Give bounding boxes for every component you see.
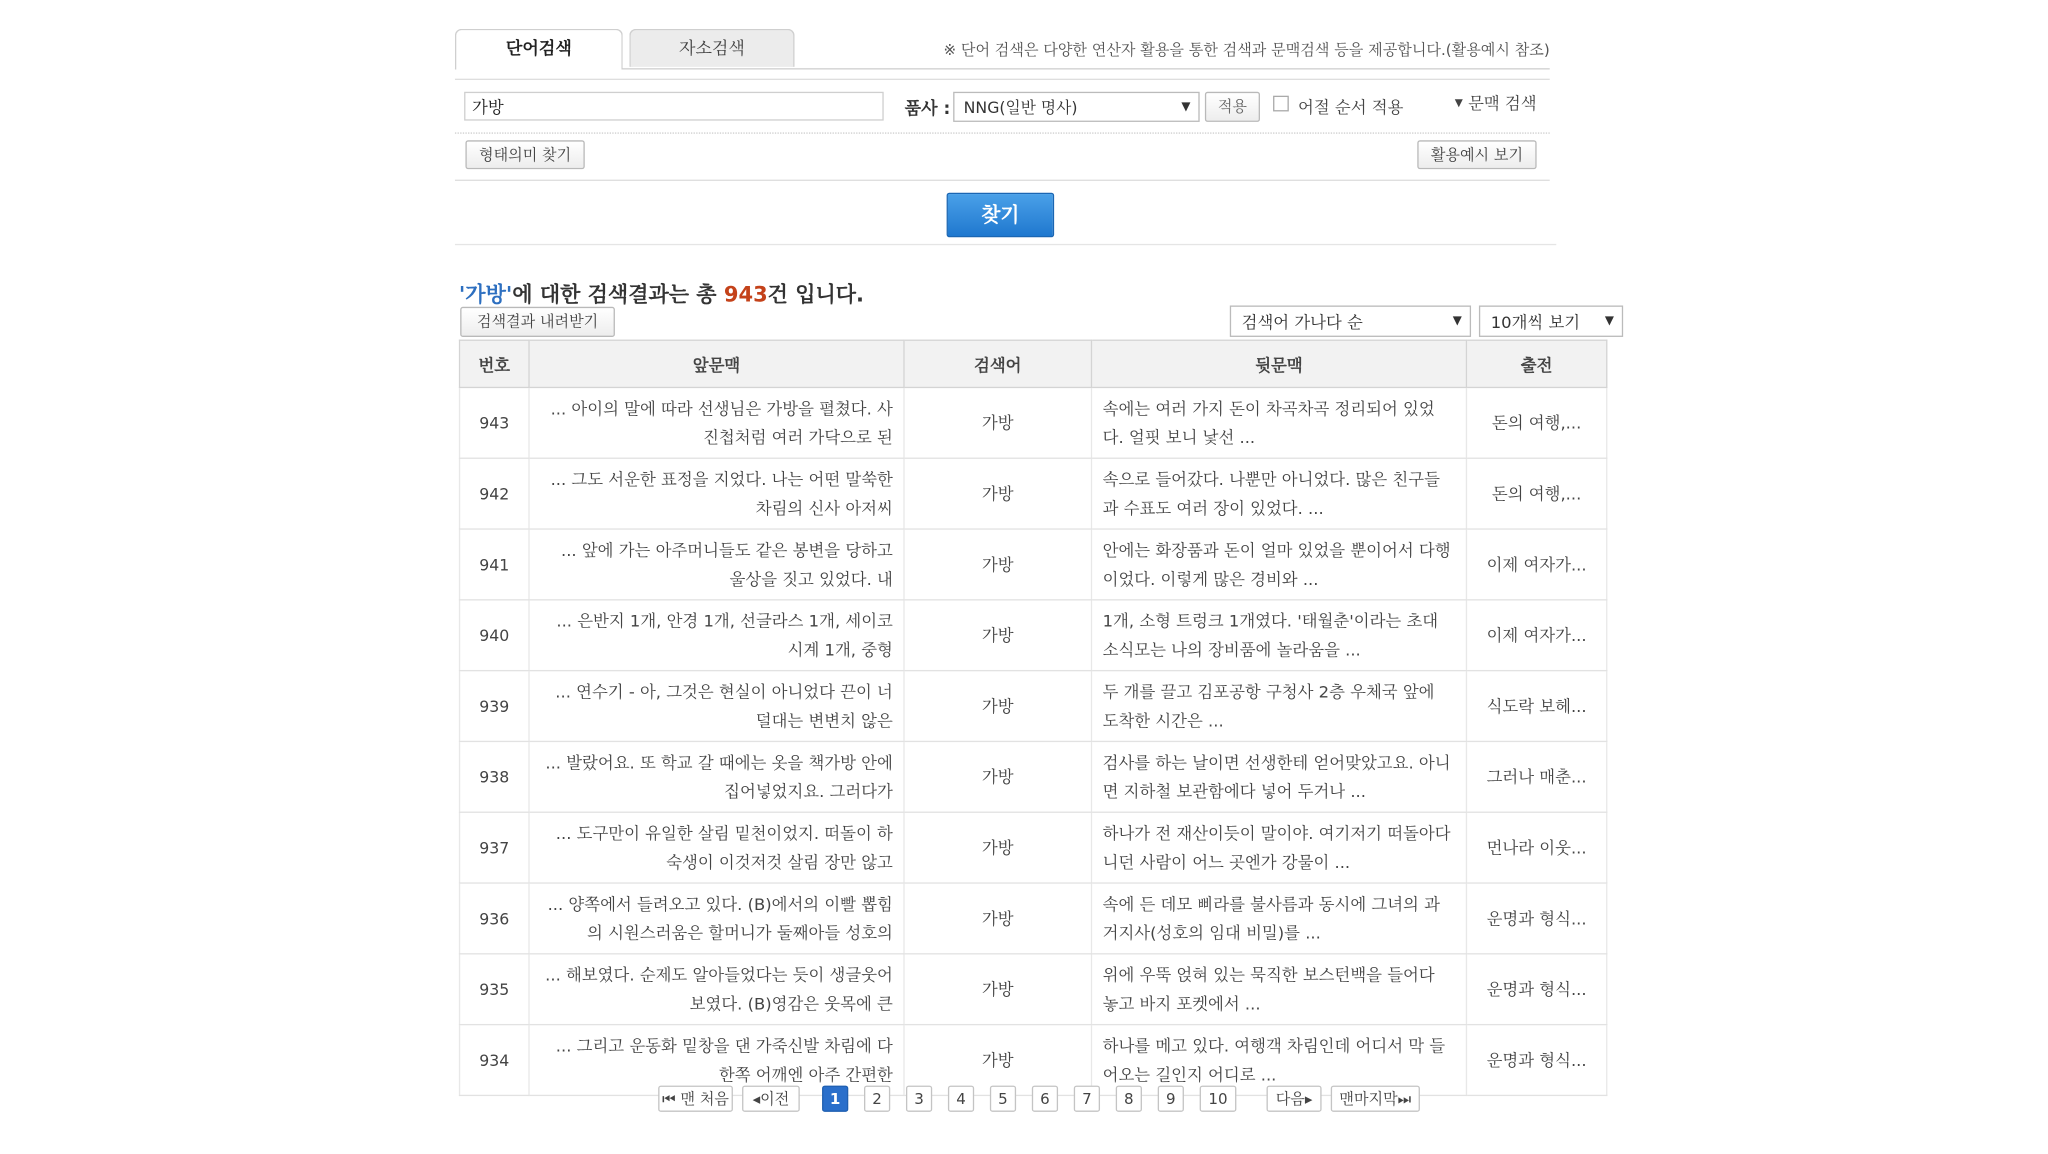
tab-jaso-search[interactable]: 자소검색 [629, 29, 794, 67]
first-page-button[interactable] [658, 1086, 733, 1112]
keyword-cell: 가방 [904, 812, 1091, 883]
table-row[interactable] [460, 671, 1607, 742]
source-cell[interactable]: 식도락 보헤... [1466, 671, 1606, 742]
source-cell[interactable]: 운명과 형식... [1466, 1025, 1606, 1096]
before-context: ... 아이의 말에 따라 선생님은 가방을 펼쳤다. 사진첩처럼 여러 가닥으로 된 [529, 387, 904, 458]
source-cell[interactable]: 운명과 형식... [1466, 954, 1606, 1025]
keyword-cell: 가방 [904, 600, 1091, 671]
prev-page-label: 이전 [760, 1089, 790, 1108]
page-button-7[interactable]: 7 [1074, 1086, 1100, 1112]
sort-select[interactable] [1230, 305, 1471, 336]
source-cell[interactable]: 이제 여자가... [1466, 600, 1606, 671]
before-context: ... 그도 서운한 표정을 지었다. 나는 어떤 말쑥한 차림의 신사 아저씨 [529, 458, 904, 529]
table-row[interactable] [460, 812, 1607, 883]
next-page-label: 다음 [1275, 1089, 1305, 1108]
first-page-icon: ⏮ [662, 1089, 676, 1108]
triangle-down-icon: ▼ [1454, 97, 1463, 109]
table-row[interactable] [460, 883, 1607, 954]
row-number: 934 [460, 1025, 529, 1096]
summary-tail: 건 입니다. [767, 281, 865, 307]
page-button-3[interactable]: 3 [906, 1086, 932, 1112]
before-context: ... 그리고 운동화 밑창을 댄 가죽신발 차림에 다 한쪽 어깨엔 아주 간편한 [529, 1025, 904, 1096]
page-button-4[interactable]: 4 [948, 1086, 974, 1112]
row-number: 936 [460, 883, 529, 954]
summary-mid: 에 대한 검색결과는 총 [512, 281, 724, 307]
keyword-cell: 가방 [904, 883, 1091, 954]
search-options-row [455, 79, 1550, 134]
table-row[interactable] [460, 954, 1607, 1025]
source-cell[interactable]: 돈의 여행,... [1466, 387, 1606, 458]
table-row[interactable] [460, 741, 1607, 812]
sort-select-value: 검색어 가나다 순 [1241, 312, 1363, 332]
order-checkbox-label: 어절 순서 적용 [1297, 97, 1404, 117]
table-header-row [460, 340, 1607, 387]
after-context: 속에 든 데모 삐라를 불사름과 동시에 그녀의 과거지사(성호의 임대 비밀)를 ... [1091, 883, 1466, 954]
search-tools-row [455, 131, 1550, 181]
table-row[interactable] [460, 529, 1607, 600]
after-context: 속에는 여러 가지 돈이 차곡차곡 정리되어 있었다. 얼핏 보니 낯선 ... [1091, 387, 1466, 458]
search-tabs [455, 29, 1550, 70]
find-button[interactable]: 찾기 [947, 193, 1055, 238]
prev-page-button[interactable] [742, 1086, 800, 1112]
prev-icon: ◂ [752, 1089, 761, 1108]
result-summary [459, 278, 864, 308]
header-after-context: 뒷문맥 [1091, 340, 1466, 387]
dropdown-arrow-icon: ▼ [1181, 100, 1191, 115]
before-context: ... 발랐어요. 또 학교 갈 때에는 옷을 책가방 안에 집어넣었지요. 그러다가 [529, 741, 904, 812]
pos-select-value: NNG(일반 명사) [963, 98, 1078, 117]
after-context: 검사를 하는 날이면 선생한테 얻어맞았고요. 아니면 지하철 보관함에다 넣어 두거나 ... [1091, 741, 1466, 812]
after-context: 두 개를 끌고 김포공항 구청사 2층 우체국 앞에 도착한 시간은 ... [1091, 671, 1466, 742]
keyword-cell: 가방 [904, 1025, 1091, 1096]
row-number: 938 [460, 741, 529, 812]
header-source: 출전 [1466, 340, 1606, 387]
before-context: ... 연수기 - 아, 그것은 현실이 아니었다 끈이 너덜대는 변변치 않은 [529, 671, 904, 742]
keyword-cell: 가방 [904, 741, 1091, 812]
row-number: 942 [460, 458, 529, 529]
row-number: 943 [460, 387, 529, 458]
last-page-label: 맨마지막 [1339, 1089, 1398, 1108]
after-context: 위에 우뚝 얹혀 있는 묵직한 보스턴백을 들어다 놓고 바지 포켓에서 ... [1091, 954, 1466, 1025]
table-row[interactable] [460, 387, 1607, 458]
tab-word-search[interactable]: 단어검색 [455, 29, 623, 70]
source-cell[interactable]: 먼나라 이웃... [1466, 812, 1606, 883]
page-button-5[interactable]: 5 [990, 1086, 1016, 1112]
header-keyword: 검색어 [904, 340, 1091, 387]
context-search-toggle[interactable] [1455, 90, 1537, 114]
before-context: ... 양쪽에서 들려오고 있다. (B)에서의 이빨 뽑힘의 시원스러움은 할머니가 둘째아들 성호의 [529, 883, 904, 954]
morph-meaning-button[interactable]: 형태의미 찾기 [465, 140, 584, 169]
header-num: 번호 [460, 340, 529, 387]
next-page-button[interactable] [1267, 1086, 1322, 1112]
source-cell[interactable]: 운명과 형식... [1466, 883, 1606, 954]
page-button-8[interactable]: 8 [1116, 1086, 1142, 1112]
last-page-icon: ⏭ [1397, 1089, 1412, 1108]
context-search-label: 문맥 검색 [1468, 93, 1537, 113]
keyword-cell: 가방 [904, 387, 1091, 458]
next-icon: ▸ [1304, 1089, 1313, 1108]
source-cell[interactable]: 돈의 여행,... [1466, 458, 1606, 529]
row-number: 935 [460, 954, 529, 1025]
table-row[interactable] [460, 458, 1607, 529]
source-cell[interactable]: 이제 여자가... [1466, 529, 1606, 600]
page-button-10[interactable]: 10 [1200, 1086, 1237, 1112]
table-row[interactable] [460, 600, 1607, 671]
after-context: 하나가 전 재산이듯이 말이야. 여기저기 떠돌아다니던 사람이 어느 곳엔가 강물이 ... [1091, 812, 1466, 883]
after-context: 하나를 메고 있다. 여행객 차림인데 어디서 막 들어오는 길인지 어디로 ... [1091, 1025, 1466, 1096]
row-number: 940 [460, 600, 529, 671]
source-cell[interactable]: 그러나 매춘... [1466, 741, 1606, 812]
last-page-button[interactable] [1331, 1086, 1420, 1112]
before-context: ... 도구만이 유일한 살림 밑천이었지. 떠돌이 하숙생이 이것저것 살림 장만 않고 [529, 812, 904, 883]
keyword-cell: 가방 [904, 671, 1091, 742]
after-context: 1개, 소형 트렁크 1개였다. '태월춘'이라는 초대 소식모는 나의 장비품에 놀라움을 ... [1091, 600, 1466, 671]
header-before-context: 앞문맥 [529, 340, 904, 387]
page-button-1[interactable]: 1 [822, 1086, 848, 1112]
pos-label: 품사 : [904, 99, 951, 120]
keyword-cell: 가방 [904, 458, 1091, 529]
apply-button[interactable]: 적용 [1205, 92, 1260, 122]
row-number: 941 [460, 529, 529, 600]
per-page-value: 10개씩 보기 [1490, 312, 1581, 332]
before-context: ... 앞에 가는 아주머니들도 같은 봉변을 당하고 울상을 짓고 있었다. 내 [529, 529, 904, 600]
search-word-input[interactable]: 가방 [464, 92, 884, 121]
after-context: 속으로 들어갔다. 나뿐만 아니었다. 많은 친구들과 수표도 여러 장이 있었다. ... [1091, 458, 1466, 529]
dropdown-arrow-icon: ▼ [1452, 314, 1462, 328]
row-number: 937 [460, 812, 529, 883]
dropdown-arrow-icon: ▼ [1604, 314, 1614, 328]
keyword-cell: 가방 [904, 529, 1091, 600]
page-button-6[interactable]: 6 [1032, 1086, 1058, 1112]
summary-query: '가방' [458, 281, 513, 307]
after-context: 안에는 화장품과 돈이 얼마 있었을 뿐이어서 다행이었다. 이렇게 많은 경비와 ... [1091, 529, 1466, 600]
download-results-button[interactable]: 검색결과 내려받기 [460, 307, 615, 337]
per-page-select[interactable] [1479, 305, 1623, 336]
pos-select[interactable] [953, 92, 1199, 122]
page-button-9[interactable]: 9 [1158, 1086, 1184, 1112]
order-checkbox[interactable] [1273, 96, 1289, 112]
results-table [459, 340, 1608, 1097]
row-number: 939 [460, 671, 529, 742]
summary-count: 943 [723, 281, 768, 307]
usage-example-button[interactable]: 활용예시 보기 [1417, 140, 1536, 169]
before-context: ... 해보였다. 순제도 알아들었다는 듯이 생글웃어 보였다. (B)영감은 웃목에 큰 [529, 954, 904, 1025]
search-help-note: ※ 단어 검색은 다양한 연산자 활용을 통한 검색과 문맥검색 등을 제공합니다.(활용예시 참조) [943, 40, 1550, 59]
first-page-label: 맨 처음 [680, 1089, 729, 1108]
before-context: ... 은반지 1개, 안경 1개, 선글라스 1개, 세이코 시계 1개, 중형 [529, 600, 904, 671]
keyword-cell: 가방 [904, 954, 1091, 1025]
page-button-2[interactable]: 2 [864, 1086, 890, 1112]
divider [455, 244, 1556, 245]
